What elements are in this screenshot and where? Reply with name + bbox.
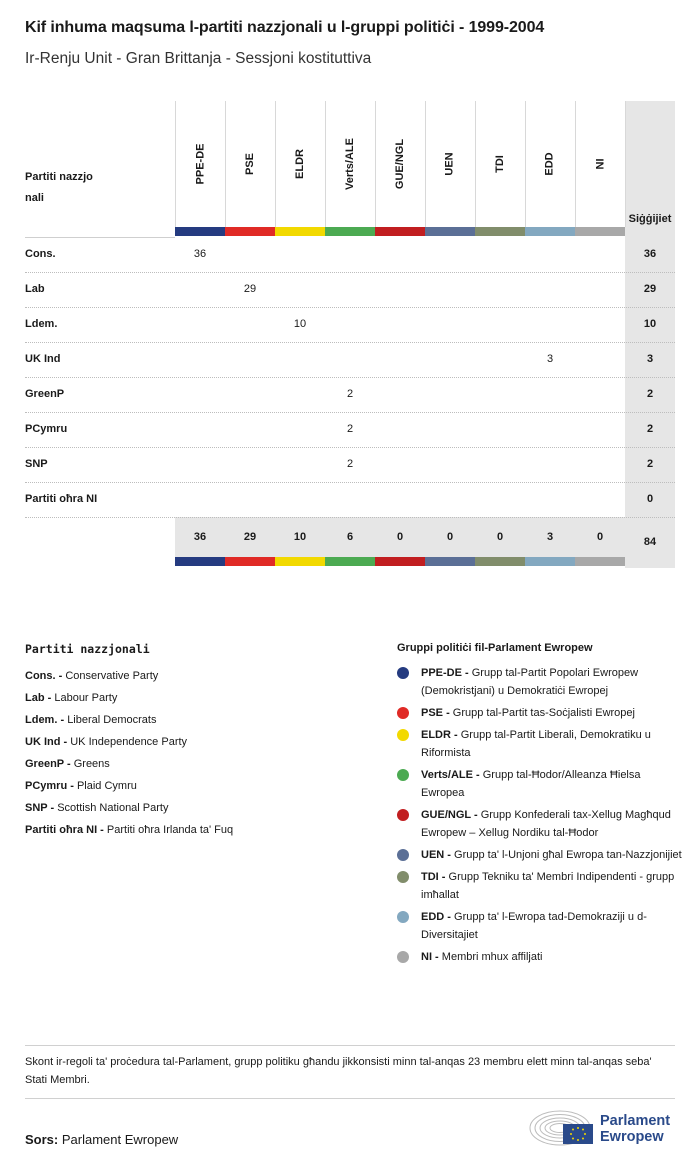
group-color-bar bbox=[425, 557, 475, 566]
source-value: Parlament Ewropew bbox=[61, 1132, 179, 1147]
group-color-bar bbox=[375, 557, 425, 566]
column-total: 0 bbox=[396, 531, 404, 543]
table-cell: 36 bbox=[193, 248, 207, 260]
footnote: Skont ir-regoli ta' proċedura tal-Parlament, grupp politiku għandu jikkonsisti minn tal-anqas 23 membru elett minn tal-anqas seba' Stati Membri. bbox=[25, 1056, 652, 1086]
group-legend-item bbox=[397, 908, 682, 944]
group-header bbox=[225, 101, 275, 227]
group-color-bar bbox=[575, 557, 625, 566]
group-header bbox=[575, 101, 625, 227]
row-label: PCymru bbox=[25, 423, 68, 435]
table-cell: 3 bbox=[546, 353, 554, 365]
table-cell: 2 bbox=[346, 458, 354, 470]
legend-code: SNP - bbox=[25, 802, 55, 814]
group-color-bar bbox=[225, 227, 275, 236]
source bbox=[25, 1132, 178, 1147]
source-label: Sors: bbox=[25, 1132, 59, 1147]
row-total: 29 bbox=[643, 283, 657, 295]
column-total: 6 bbox=[346, 531, 354, 543]
legend-code: TDI - bbox=[421, 871, 446, 883]
legend-code: GUE/NGL - bbox=[421, 809, 478, 821]
group-color-bar bbox=[475, 227, 525, 236]
row-total: 2 bbox=[646, 423, 654, 435]
legend-name: Grupp tal-Partit Liberali, Demokratiku u Riformista bbox=[421, 729, 651, 759]
row-total: 36 bbox=[643, 248, 657, 260]
column-separator bbox=[625, 101, 626, 227]
group-legend-item bbox=[397, 664, 682, 700]
group-legend-item bbox=[397, 948, 682, 966]
row-total: 3 bbox=[646, 353, 654, 365]
legend-code: Verts/ALE - bbox=[421, 769, 480, 781]
legend-dot-icon bbox=[397, 667, 409, 679]
column-total: 3 bbox=[546, 531, 554, 543]
legend-name: Liberal Democrats bbox=[67, 714, 157, 726]
group-header-label: Verts/ALE bbox=[344, 138, 356, 190]
group-header bbox=[325, 101, 375, 227]
legend-code: Cons. - bbox=[25, 670, 63, 682]
column-total: 29 bbox=[243, 531, 257, 543]
row-total: 10 bbox=[643, 318, 657, 330]
group-color-bar bbox=[375, 227, 425, 236]
group-header bbox=[475, 101, 525, 227]
group-header-label: GUE/NGL bbox=[394, 138, 406, 190]
legend-name: Grupp tal-Ħodor/Alleanza Ħielsa Ewropea bbox=[421, 769, 641, 799]
row-label: GreenP bbox=[25, 388, 65, 400]
groups-legend-heading: Gruppi politiċi fil-Parlament Ewropew bbox=[397, 642, 593, 654]
legend-dot-icon bbox=[397, 911, 409, 923]
legend-name: Grupp Konfederali tax-Xellug Magħqud Ewropew – Xellug Nordiku tal-Ħodor bbox=[421, 809, 671, 839]
political-groups-legend bbox=[397, 642, 682, 970]
legend-name: Plaid Cymru bbox=[76, 780, 137, 792]
page-title: Kif inhuma maqsuma l-partiti nazzjonali u l-gruppi politiċi - 1999-2004 bbox=[25, 19, 545, 36]
legend-code: PSE - bbox=[421, 707, 450, 719]
group-legend-item bbox=[397, 868, 682, 904]
group-legend-item bbox=[397, 766, 682, 802]
column-total: 0 bbox=[496, 531, 504, 543]
row-label: SNP bbox=[25, 458, 48, 470]
legend-dot-icon bbox=[397, 871, 409, 883]
row-total: 2 bbox=[646, 458, 654, 470]
group-legend-item bbox=[397, 704, 682, 722]
legend-name: Labour Party bbox=[54, 692, 118, 704]
table-cell: 2 bbox=[346, 423, 354, 435]
group-header-label: EDD bbox=[543, 152, 556, 176]
logo-line1: Parlament bbox=[600, 1113, 671, 1129]
legend-code: NI - bbox=[421, 951, 439, 963]
page-subtitle: Ir-Renju Unit - Gran Brittanja - Sessjoni kostituttiva bbox=[25, 50, 372, 67]
legend-code: UK Ind - bbox=[25, 736, 68, 748]
legend-name: UK Independence Party bbox=[70, 736, 188, 748]
legend-name: Grupp tal-Partit Popolari Ewropew (Demokristjani) u Demokratiċi Ewropej bbox=[421, 667, 639, 697]
legend-name: Grupp ta' l-Unjoni għal Ewropa tan-Nazzjonijiet bbox=[454, 849, 682, 861]
group-legend-item bbox=[397, 726, 682, 762]
legend-code: Ldem. - bbox=[25, 714, 65, 726]
logo-line2: Ewropew bbox=[600, 1129, 664, 1145]
row-label: Partiti oħra NI bbox=[25, 493, 98, 505]
group-color-bar bbox=[275, 557, 325, 566]
group-legend-item bbox=[397, 806, 682, 842]
group-header-label: PPE-DE bbox=[194, 143, 206, 185]
legend-code: EDD - bbox=[421, 911, 451, 923]
national-legend-item bbox=[25, 665, 365, 687]
legend-dot-icon bbox=[397, 769, 409, 781]
legend-dot-icon bbox=[397, 951, 409, 963]
legend-dot-icon bbox=[397, 849, 409, 861]
legend-name: Grupp tal-Partit tas-Soċjalisti Ewropej bbox=[452, 707, 635, 719]
national-parties-legend bbox=[25, 642, 365, 841]
legend-dot-icon bbox=[397, 707, 409, 719]
group-header-label: NI bbox=[594, 158, 606, 170]
group-header bbox=[275, 101, 325, 227]
group-header-label: ELDR bbox=[293, 149, 306, 179]
column-total: 36 bbox=[193, 531, 207, 543]
legend-name: Membri mhux affiljati bbox=[441, 951, 543, 963]
legend-code: PPE-DE - bbox=[421, 667, 469, 679]
legend-code: Partiti oħra NI - bbox=[25, 824, 104, 836]
table-cell: 29 bbox=[243, 283, 257, 295]
group-color-bar bbox=[325, 227, 375, 236]
group-color-bar bbox=[275, 227, 325, 236]
legend-dot-icon bbox=[397, 729, 409, 741]
legend-name: Grupp Tekniku ta' Membri Indipendenti - grupp imħallat bbox=[421, 871, 675, 901]
group-color-bar bbox=[175, 227, 225, 236]
seats-header: Siġġijiet bbox=[628, 213, 672, 225]
legend-code: ELDR - bbox=[421, 729, 458, 741]
group-legend-item bbox=[397, 846, 682, 864]
row-total: 2 bbox=[646, 388, 654, 400]
legend-dot-icon bbox=[397, 809, 409, 821]
row-total: 0 bbox=[646, 493, 654, 505]
national-legend-item bbox=[25, 797, 365, 819]
column-total: 10 bbox=[293, 531, 307, 543]
legend-name: Greens bbox=[73, 758, 110, 770]
legend-code: UEN - bbox=[421, 849, 451, 861]
grand-total: 84 bbox=[643, 536, 657, 548]
seats-table bbox=[25, 101, 675, 568]
legend-name: Grupp ta' l-Ewropa tad-Demokraziji u d-Diversitajiet bbox=[421, 911, 647, 941]
divider bbox=[25, 1045, 675, 1046]
group-header-label: PSE bbox=[243, 152, 256, 176]
legend-code: GreenP - bbox=[25, 758, 71, 770]
table-cell: 2 bbox=[346, 388, 354, 400]
national-legend-item bbox=[25, 819, 365, 841]
row-label: Lab bbox=[25, 283, 45, 295]
group-color-bar bbox=[225, 557, 275, 566]
group-header bbox=[525, 101, 575, 227]
national-legend-item bbox=[25, 687, 365, 709]
group-header bbox=[375, 101, 425, 227]
group-header-label: TDI bbox=[493, 155, 506, 173]
group-color-bar bbox=[475, 557, 525, 566]
group-header bbox=[175, 101, 225, 227]
group-color-bar bbox=[425, 227, 475, 236]
national-legend-item bbox=[25, 731, 365, 753]
national-legend-item bbox=[25, 753, 365, 775]
national-legend-item bbox=[25, 709, 365, 731]
row-label: UK Ind bbox=[25, 353, 61, 365]
national-legend-heading: Partiti nazzjonali bbox=[25, 642, 150, 656]
legend-name: Partiti oħra Irlanda ta' Fuq bbox=[106, 824, 234, 836]
legend-code: PCymru - bbox=[25, 780, 74, 792]
group-color-bar bbox=[575, 227, 625, 236]
group-color-bar bbox=[175, 557, 225, 566]
group-header-label: UEN bbox=[443, 152, 456, 176]
row-header: Partiti nazzjonali bbox=[25, 171, 93, 204]
row-label: Cons. bbox=[25, 248, 56, 260]
divider bbox=[25, 1098, 675, 1099]
group-header bbox=[425, 101, 475, 227]
group-color-bar bbox=[525, 227, 575, 236]
group-color-bar bbox=[525, 557, 575, 566]
table-cell: 10 bbox=[293, 318, 307, 330]
column-total: 0 bbox=[596, 531, 604, 543]
legend-name: Scottish National Party bbox=[57, 802, 169, 814]
national-legend-item bbox=[25, 775, 365, 797]
logo-text bbox=[600, 1113, 670, 1145]
legend-code: Lab - bbox=[25, 692, 52, 704]
legend-name: Conservative Party bbox=[65, 670, 159, 682]
row-label: Ldem. bbox=[25, 318, 58, 330]
group-color-bar bbox=[325, 557, 375, 566]
column-total: 0 bbox=[446, 531, 454, 543]
